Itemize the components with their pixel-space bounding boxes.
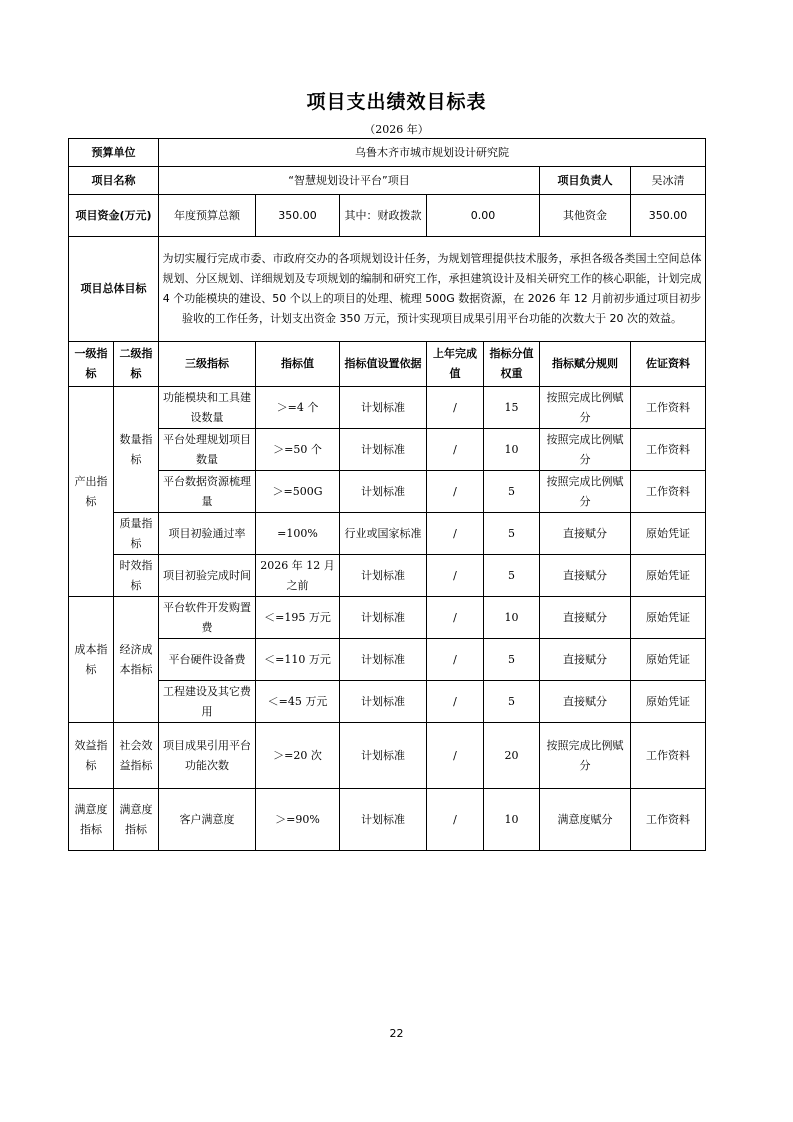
scoring-rule: 直接赋分 bbox=[540, 639, 631, 681]
table-row bbox=[69, 513, 706, 555]
scoring-rule: 按照完成比例赋分 bbox=[540, 429, 631, 471]
indicator-weight: 10 bbox=[484, 597, 540, 639]
col-level2: 二级指标 bbox=[114, 342, 159, 387]
col-basis: 指标值设置依据 bbox=[340, 342, 427, 387]
table-row bbox=[69, 681, 706, 723]
indicator-basis: 计划标准 bbox=[340, 429, 427, 471]
table-row bbox=[69, 789, 706, 851]
col-rule: 指标赋分规则 bbox=[540, 342, 631, 387]
table-row bbox=[69, 555, 706, 597]
table-row bbox=[69, 471, 706, 513]
goal-label: 项目总体目标 bbox=[69, 237, 159, 342]
indicator-value: ＞=20 次 bbox=[256, 723, 340, 789]
indicator-weight: 5 bbox=[484, 513, 540, 555]
col-evidence: 佐证资料 bbox=[631, 342, 706, 387]
group-output: 产出指标 bbox=[69, 387, 114, 597]
evidence: 原始凭证 bbox=[631, 639, 706, 681]
page-title: 项目支出绩效目标表 bbox=[306, 91, 487, 113]
evidence: 原始凭证 bbox=[631, 681, 706, 723]
col-level3: 三级指标 bbox=[159, 342, 256, 387]
indicator-basis: 计划标准 bbox=[340, 555, 427, 597]
fiscal-label: 其中：财政拨款 bbox=[340, 195, 427, 237]
indicator-weight: 5 bbox=[484, 555, 540, 597]
evidence: 工作资料 bbox=[631, 471, 706, 513]
table-row bbox=[69, 597, 706, 639]
indicator-weight: 20 bbox=[484, 723, 540, 789]
last-year-value: / bbox=[427, 471, 484, 513]
last-year-value: / bbox=[427, 513, 484, 555]
indicator-basis: 计划标准 bbox=[340, 639, 427, 681]
col-level1: 一级指标 bbox=[69, 342, 114, 387]
scoring-rule: 直接赋分 bbox=[540, 555, 631, 597]
scoring-rule: 直接赋分 bbox=[540, 513, 631, 555]
goal-text: 为切实履行完成市委、市政府交办的各项规划设计任务，为规划管理提供技术服务，承担各级各类国土空间总体规划、分区规划、详细规划及专项规划的编制和研究工作，承担建筑设计及相关研究工作的核心职能，计划完成 4 个功能模块的建设、50 个以上的项目的处理、梳理 500G 数据资源，在 2026 年 12 月前初步通过项目初步验收的工作任务，计划支出资金 350 万元，预计实现项目成果引用平台功能的次数大于 20 次的效益。 bbox=[159, 237, 706, 342]
indicator-basis: 计划标准 bbox=[340, 597, 427, 639]
indicator-value: ＜=45 万元 bbox=[256, 681, 340, 723]
evidence: 原始凭证 bbox=[631, 513, 706, 555]
indicator-basis: 计划标准 bbox=[340, 681, 427, 723]
indicator-name: 项目成果引用平台功能次数 bbox=[159, 723, 256, 789]
project-name-label: 项目名称 bbox=[69, 167, 159, 195]
other-funds-label: 其他资金 bbox=[540, 195, 631, 237]
indicator-name: 工程建设及其它费用 bbox=[159, 681, 256, 723]
scoring-rule: 直接赋分 bbox=[540, 681, 631, 723]
indicator-name: 平台处理规划项目数量 bbox=[159, 429, 256, 471]
indicator-value: =100% bbox=[256, 513, 340, 555]
col-last-year: 上年完成值 bbox=[427, 342, 484, 387]
indicator-value: ＜=195 万元 bbox=[256, 597, 340, 639]
annual-budget-value: 350.00 bbox=[256, 195, 340, 237]
last-year-value: / bbox=[427, 681, 484, 723]
other-funds-value: 350.00 bbox=[631, 195, 706, 237]
evidence: 工作资料 bbox=[631, 387, 706, 429]
indicator-value: ＞=500G bbox=[256, 471, 340, 513]
indicator-name: 平台硬件设备费 bbox=[159, 639, 256, 681]
page-number: 22 bbox=[389, 1027, 404, 1040]
table-row bbox=[69, 639, 706, 681]
scoring-rule: 按照完成比例赋分 bbox=[540, 387, 631, 429]
scoring-rule: 满意度赋分 bbox=[540, 789, 631, 851]
indicator-value: ＜=110 万元 bbox=[256, 639, 340, 681]
year-label: （2026 年） bbox=[364, 123, 429, 136]
last-year-value: / bbox=[427, 639, 484, 681]
fiscal-value: 0.00 bbox=[427, 195, 540, 237]
last-year-value: / bbox=[427, 429, 484, 471]
project-name-value: “智慧规划设计平台”项目 bbox=[159, 167, 540, 195]
indicator-weight: 5 bbox=[484, 639, 540, 681]
indicator-basis: 计划标准 bbox=[340, 789, 427, 851]
indicator-name: 项目初验通过率 bbox=[159, 513, 256, 555]
scoring-rule: 按照完成比例赋分 bbox=[540, 471, 631, 513]
indicator-value: ＞=50 个 bbox=[256, 429, 340, 471]
performance-table bbox=[68, 138, 706, 851]
col-value: 指标值 bbox=[256, 342, 340, 387]
group-benefit: 效益指标 bbox=[69, 723, 114, 789]
scoring-rule: 按照完成比例赋分 bbox=[540, 723, 631, 789]
budget-unit-value: 乌鲁木齐市城市规划设计研究院 bbox=[159, 139, 706, 167]
indicator-name: 平台数据资源梳理量 bbox=[159, 471, 256, 513]
indicator-basis: 计划标准 bbox=[340, 387, 427, 429]
indicator-basis: 计划标准 bbox=[340, 723, 427, 789]
last-year-value: / bbox=[427, 723, 484, 789]
evidence: 工作资料 bbox=[631, 723, 706, 789]
funds-label: 项目资金(万元) bbox=[69, 195, 159, 237]
group-cost: 成本指标 bbox=[69, 597, 114, 723]
group-quantity: 数量指标 bbox=[114, 387, 159, 513]
group-satisfaction: 满意度指标 bbox=[69, 789, 114, 851]
last-year-value: / bbox=[427, 555, 484, 597]
indicator-weight: 10 bbox=[484, 789, 540, 851]
last-year-value: / bbox=[427, 789, 484, 851]
indicator-weight: 5 bbox=[484, 681, 540, 723]
evidence: 工作资料 bbox=[631, 789, 706, 851]
group-timeliness: 时效指标 bbox=[114, 555, 159, 597]
group-satisfaction-2: 满意度指标 bbox=[114, 789, 159, 851]
indicator-name: 平台软件开发购置费 bbox=[159, 597, 256, 639]
indicator-weight: 10 bbox=[484, 429, 540, 471]
table-row bbox=[69, 723, 706, 789]
evidence: 工作资料 bbox=[631, 429, 706, 471]
indicator-basis: 计划标准 bbox=[340, 471, 427, 513]
scoring-rule: 直接赋分 bbox=[540, 597, 631, 639]
group-social-benefit: 社会效益指标 bbox=[114, 723, 159, 789]
table-row bbox=[69, 429, 706, 471]
indicator-value: 2026 年 12 月之前 bbox=[256, 555, 340, 597]
indicator-name: 客户满意度 bbox=[159, 789, 256, 851]
manager-label: 项目负责人 bbox=[540, 167, 631, 195]
last-year-value: / bbox=[427, 597, 484, 639]
evidence: 原始凭证 bbox=[631, 555, 706, 597]
last-year-value: / bbox=[427, 387, 484, 429]
manager-value: 吴冰清 bbox=[631, 167, 706, 195]
budget-unit-label: 预算单位 bbox=[69, 139, 159, 167]
annual-budget-label: 年度预算总额 bbox=[159, 195, 256, 237]
indicator-value: ＞=90% bbox=[256, 789, 340, 851]
indicator-name: 项目初验完成时间 bbox=[159, 555, 256, 597]
indicator-weight: 15 bbox=[484, 387, 540, 429]
indicator-name: 功能模块和工具建设数量 bbox=[159, 387, 256, 429]
group-econ-cost: 经济成本指标 bbox=[114, 597, 159, 723]
evidence: 原始凭证 bbox=[631, 597, 706, 639]
indicator-basis: 行业或国家标准 bbox=[340, 513, 427, 555]
indicator-weight: 5 bbox=[484, 471, 540, 513]
indicator-value: ＞=4 个 bbox=[256, 387, 340, 429]
group-quality: 质量指标 bbox=[114, 513, 159, 555]
table-row bbox=[69, 387, 706, 429]
col-weight: 指标分值权重 bbox=[484, 342, 540, 387]
